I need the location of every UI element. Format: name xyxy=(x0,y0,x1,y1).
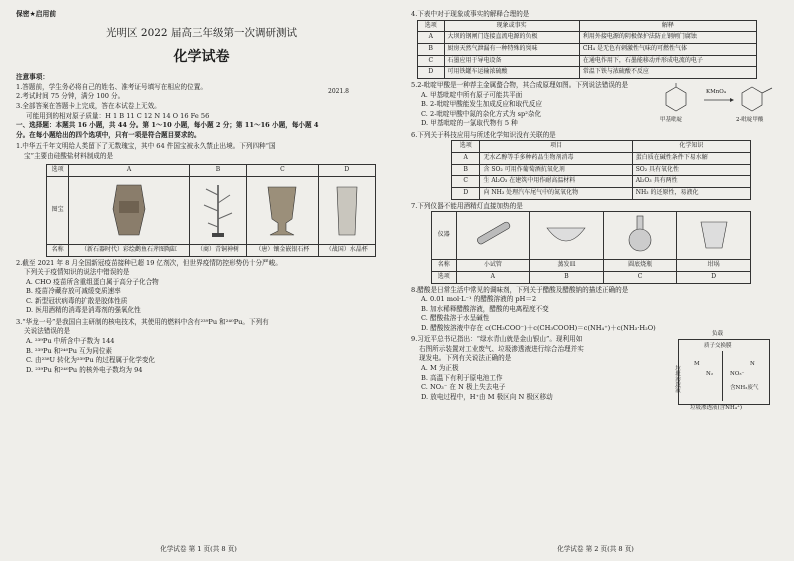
evaporating-dish-icon xyxy=(530,212,604,260)
q7-row-label: 仪器 xyxy=(432,212,457,260)
crucible-icon xyxy=(677,212,751,260)
q1-row-image-label: 图宝 xyxy=(47,176,69,244)
label-picolinic-acid: 2-吡啶甲酸 xyxy=(736,116,764,123)
q6-row-d-item: 向 NH₃ 处理汽车尾气中的氮氧化物 xyxy=(480,188,632,200)
q3-option-b: B. ²³⁹Pu 和²⁴⁰Pu 互为同位素 xyxy=(26,346,113,355)
q1-header-a: A xyxy=(69,165,190,177)
q6-row-b-item: 含 SO₂ 可用作葡萄酒抗氧化剂 xyxy=(480,164,632,176)
q4-header-explain: 解释 xyxy=(579,20,756,32)
q2-line1: 2.截至 2021 年 8 月全国新冠疫苗接种已超 19 亿剂次，但世界疫情防控形势仍十分严峻。 xyxy=(16,258,282,267)
q9-option-d: D. 放电过程中，H⁺由 M 极区向 N 极区移动 xyxy=(421,392,553,401)
q4-table xyxy=(417,20,757,79)
notes-title: 注意事项： xyxy=(16,73,49,82)
q1-line1: 1.中华五千年文明给人类留下了无数瑰宝，其中 64 件国宝被永久禁止出境。下列四种“国 xyxy=(16,142,276,151)
subject-title: 化学试卷 xyxy=(173,49,230,66)
q8-option-b: B. 加水稀释醋酸溶液，醋酸的电离程度不变 xyxy=(421,304,549,313)
q6-row-c-option: C xyxy=(452,176,480,188)
q7-name-c: 圆底烧瓶 xyxy=(603,260,677,272)
q4-row-c-fact: 石墨应用于导电设备 xyxy=(444,55,579,67)
q6-row-b-option: B xyxy=(452,164,480,176)
q8-option-c: C. 醋酸盐溶于水呈碱性 xyxy=(421,314,490,323)
q7-option-c: C xyxy=(603,271,677,283)
q5-reaction-diagram xyxy=(660,83,780,127)
q7-table xyxy=(431,211,751,283)
q5-option-a: A. 甲基吡啶中所有原子可能共平面 xyxy=(421,90,523,99)
q9-line2: 右图所示装置对工业废气、垃圾渗透液进行综合治理并实 xyxy=(419,344,584,353)
q4-row-d-option: D xyxy=(418,67,445,79)
q6-row-a-option: A xyxy=(452,152,480,164)
q8-option-a: A. 0.01 mol·L⁻¹ 的醋酸溶液的 pH＝2 xyxy=(421,295,537,304)
q7-names-label: 名称 xyxy=(432,260,457,272)
q6-header-knowledge: 化学知识 xyxy=(632,141,750,153)
note-3: 3.全部答案在答题卡上完成，答在本试卷上无效。 xyxy=(16,102,161,110)
q6-row-a-item: 无水乙醇等手多种药品生物剂消毒 xyxy=(480,152,632,164)
q4-row-b-explain: CH₄ 是无色有刺激性气味的可燃性气体 xyxy=(579,43,756,55)
stone-cup-image xyxy=(247,176,318,244)
q6-row-a-knowledge: 蛋白质在碱性条件下易水解 xyxy=(632,152,750,164)
q6-row-d-knowledge: NH₃ 的还原性，易液化 xyxy=(632,188,750,200)
note-2: 2.考试时间 75 分钟，满分 100 分。 xyxy=(16,92,125,101)
q3-line2: 关说法错误的是 xyxy=(24,327,71,336)
q7-text: 7.下列仪器不能用酒精灯直接加热的是 xyxy=(411,201,523,210)
exam-title: 光明区 2022 届高三年级第一次调研测试 xyxy=(106,26,297,39)
q6-text: 6.下列关于科技应用与所述化学知识没有关联的是 xyxy=(411,130,556,139)
footer-left: 化学试卷 第 1 页(共 8 页) xyxy=(160,545,237,554)
note-1: 1.答题前，学生务必将自己的姓名、准考证号填写在相应的位置。 xyxy=(16,82,207,91)
q4-row-d-fact: 可用铁罐车运输浓硫酸 xyxy=(444,67,579,79)
q1-header-option: 选项 xyxy=(47,165,69,177)
q7-name-a: 小试管 xyxy=(456,260,530,272)
q1-header-d: D xyxy=(318,165,375,177)
q5-option-b: B. 2-吡啶甲酸能发生加成反应和取代反应 xyxy=(421,100,542,109)
q5-text: 5.2-吡啶甲酸是一种荐主金属螯合物，其合成原理如图。下列说法错误的是 xyxy=(411,80,629,89)
section1-line2: 分。在每小题给出的四个选项中，只有一项是符合题目要求的。 xyxy=(16,130,201,139)
q4-header-fact: 现象或事实 xyxy=(444,20,579,32)
q1-table xyxy=(46,164,376,256)
q9-line1: 9.习近平总书记指出：“绿水青山就是金山银山”。现利用如 xyxy=(411,335,583,344)
q9-cell-diagram xyxy=(670,331,778,413)
q7-options-label: 选项 xyxy=(432,271,457,283)
q5-option-c: C. 2-吡啶甲酸中氮的杂化方式为 sp²杂化 xyxy=(421,109,542,118)
section1-line1: 一、选择题：本题共 16 小题，共 44 分。第 1～10 小题，每小题 2 分；第 11～16 小题，每小题 4 xyxy=(16,121,319,130)
atomic-masses: 可能用到的相对原子质量：H 1 B 11 C 12 N 14 O 16 Fe 56 xyxy=(26,111,210,120)
name-a: （新石器时代）彩绘鹳鱼石斧图陶缸 xyxy=(69,244,190,256)
q3-line1: 3.“华龙一号”是我国自主研制的核电技术，其使用的燃料中含有²³⁹Pu 和²⁴⁰Pu。下列有 xyxy=(16,317,269,326)
q1-line2: 宝”主要由硅酸盐材料制成的是 xyxy=(24,151,114,160)
q1-header-c: C xyxy=(247,165,318,177)
q3-option-d: D. ²³⁹Pu 和²⁴⁰Pu 的核外电子数均为 94 xyxy=(26,365,143,374)
q6-row-c-knowledge: Al₂O₃ 具有两性 xyxy=(632,176,750,188)
q8-text: 8.醋酸是日常生活中常见的调味剂，下列关于醋酸及醋酸钠的描述正确的是 xyxy=(411,285,629,294)
q6-row-d-option: D xyxy=(452,188,480,200)
page-right xyxy=(397,0,794,561)
q3-option-a: A. ²³⁹Pu 中所含中子数为 144 xyxy=(26,337,115,346)
q9-line3: 现发电。下列有关说法正确的是 xyxy=(419,354,512,363)
species-n2: N₂ xyxy=(706,371,714,378)
q4-text: 4.下表中对于现象或事实的解释合理的是 xyxy=(411,10,530,18)
load-label: 负载 xyxy=(712,331,724,338)
q1-row-name-label: 名称 xyxy=(47,244,69,256)
q2-option-a: A. CHO 疫苗所含重组蛋白属于高分子化合物 xyxy=(26,277,159,286)
secret-label: 保密★启用前 xyxy=(16,10,57,18)
membrane-label: 质子交换膜 xyxy=(704,343,732,350)
q6-header-item: 项目 xyxy=(480,141,632,153)
q4-row-c-explain: 在通电作用下，石墨能移动并形成电流的电子 xyxy=(579,55,756,67)
q6-table xyxy=(451,140,751,199)
name-b: （商）青铜神树 xyxy=(189,244,246,256)
q7-name-b: 蒸发皿 xyxy=(530,260,604,272)
bottom-leachate-label: 垃圾渗透液(含NH₄⁺) xyxy=(690,405,743,412)
q2-option-d: D. 医用酒精的消毒是消毒剂的强氧化性 xyxy=(26,306,141,315)
q2-option-c: C. 新型冠状病毒的扩散是胶体性质 xyxy=(26,296,128,305)
q4-row-d-explain: 常温下铁与浓硫酸不反应 xyxy=(579,67,756,79)
q6-row-c-item: 生 Al₂O₃ 在建筑中用作耐高温材料 xyxy=(480,176,632,188)
q4-row-b-fact: 厨房天然气泄漏有一种特殊的臭味 xyxy=(444,43,579,55)
pottery-jar-image xyxy=(69,176,190,244)
exam-date: 2021.8 xyxy=(328,88,349,95)
q7-option-a: A xyxy=(456,271,530,283)
q4-row-b-option: B xyxy=(418,43,445,55)
label-methylpyridine: 甲基吡啶 xyxy=(660,116,683,123)
q9-option-c: C. NO₃⁻ 在 N 极上失去电子 xyxy=(421,383,506,392)
species-no3: NO₃⁻ xyxy=(730,371,745,378)
q2-line2: 下列关于疫情知识的说法中错误的是 xyxy=(24,268,130,277)
electrode-n: N xyxy=(750,361,755,368)
leachate-label: 垃圾渗透液 xyxy=(673,365,680,393)
q8-option-d: D. 醋酸铵溶液中存在 c(CH₃COO⁻)＋c(CH₃COOH)＝c(NH₄⁺)＋c(NH₃·H₂O) xyxy=(421,323,656,332)
footer-right: 化学试卷 第 2 页(共 8 页) xyxy=(557,545,634,554)
proton-membrane xyxy=(722,351,723,401)
q7-option-b: B xyxy=(530,271,604,283)
bronze-tree-image xyxy=(189,176,246,244)
q7-name-d: 坩埚 xyxy=(677,260,751,272)
name-c: （唐）镶金嵌银石杯 xyxy=(247,244,318,256)
label-kmno4: KMnO₄ xyxy=(706,88,726,95)
q7-option-d: D xyxy=(677,271,751,283)
q3-option-c: C. 由²³⁸U 转化为²³⁹Pu 的过程属于化学变化 xyxy=(26,356,156,365)
q4-row-c-option: C xyxy=(418,55,445,67)
q5-option-d: D. 甲基吡啶的一氯取代物有 5 种 xyxy=(421,119,518,128)
q6-row-b-knowledge: SO₂ 具有氧化性 xyxy=(632,164,750,176)
q4-row-a-explain: 利用外接电源的阴极保护法防止钢闸门腐蚀 xyxy=(579,32,756,44)
q1-header-b: B xyxy=(189,165,246,177)
q4-row-a-option: A xyxy=(418,32,445,44)
q4-row-a-fact: 大坝的钢闸门连接直流电源的负极 xyxy=(444,32,579,44)
test-tube-icon xyxy=(456,212,530,260)
round-flask-icon xyxy=(603,212,677,260)
q4-header-option: 选项 xyxy=(418,20,445,32)
waste-gas-label: 含NH₃废气 xyxy=(730,385,759,392)
q9-option-a: A. M 为正极 xyxy=(421,364,459,372)
q6-header-option: 选项 xyxy=(452,141,480,153)
electrode-m: M xyxy=(694,361,700,368)
q9-option-b: B. 高温下有利于原电池工作 xyxy=(421,373,503,382)
crystal-cup-image xyxy=(318,176,375,244)
name-d: （战国）水晶杯 xyxy=(318,244,375,256)
q2-option-b: B. 疫苗冷藏存放可减缓变质速率 xyxy=(26,287,121,296)
